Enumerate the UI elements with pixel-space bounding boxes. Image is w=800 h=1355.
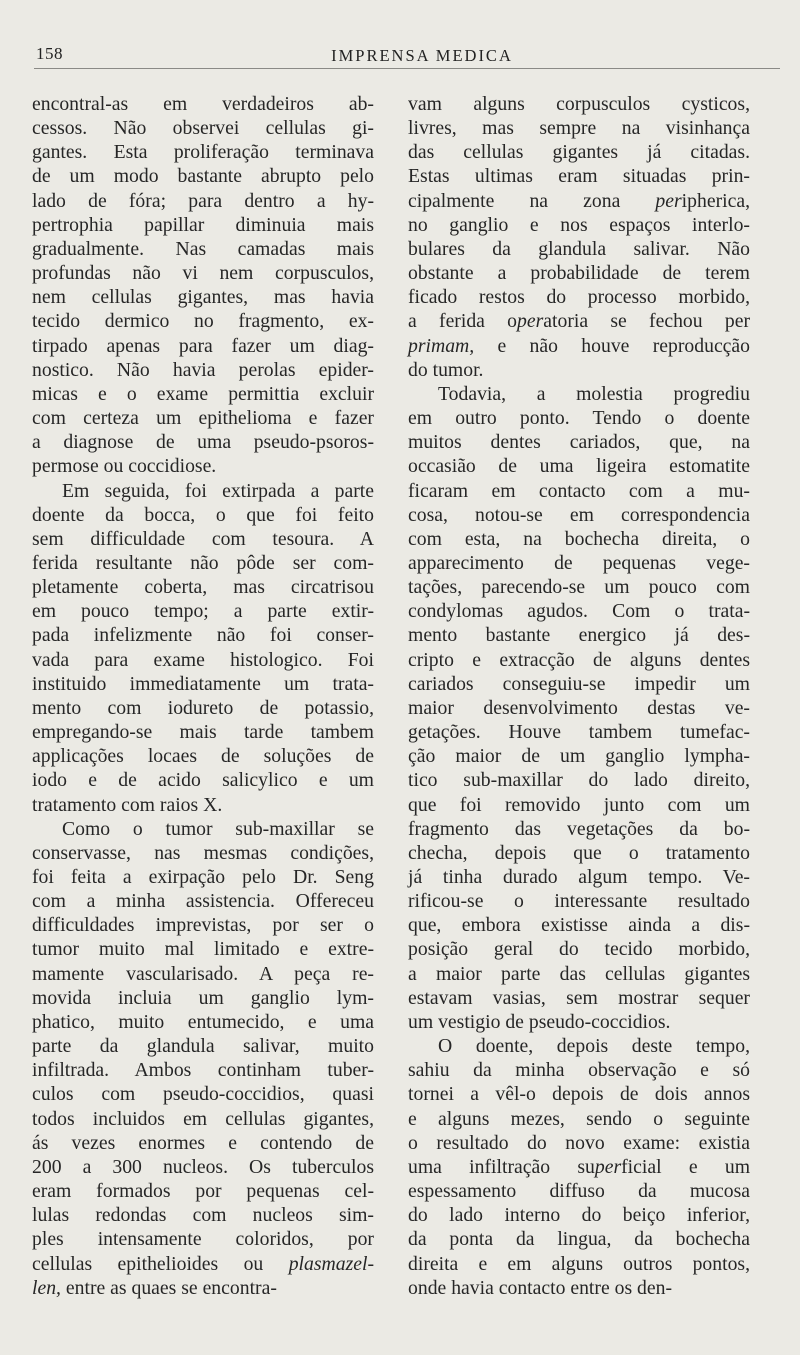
text-line: len, entre as quaes se encontra-	[32, 1276, 277, 1299]
text-line: eram formados por pequenas cel-	[32, 1180, 374, 1203]
running-title: IMPRENSA MEDICA	[331, 46, 513, 65]
text-line: com a minha assistencia. Offereceu	[32, 890, 374, 913]
text-line: gantes. Esta proliferação terminava	[32, 141, 374, 164]
text-line: movida incluia um ganglio lym-	[32, 986, 374, 1009]
text-line: nostico. Não havia perolas epider-	[32, 358, 374, 381]
text-line: vada para exame histologico. Foi	[32, 648, 374, 671]
text-line: infiltrada. Ambos continham tuber-	[32, 1059, 374, 1082]
text-line: culos com pseudo-coccidios, quasi	[32, 1083, 374, 1106]
text-line: maior desenvolvimento destas ve-	[408, 696, 750, 719]
text-line: nem cellulas gigantes, mas havia	[32, 286, 374, 309]
text-line: tumor muito mal limitado e extre-	[32, 938, 374, 961]
text-line: iodo e de acido salicylico e um	[32, 769, 374, 792]
text-line: posição geral do tecido morbido,	[408, 938, 750, 961]
text-line: permose ou coccidiose.	[32, 455, 217, 478]
text-line: tirpado apenas para fazer um diag-	[32, 334, 374, 357]
text-line: pertrophia papillar diminuia mais	[32, 213, 374, 236]
text-line: que foi removido junto com um	[408, 793, 750, 816]
right-column	[408, 92, 750, 1300]
text-line: rificou-se o interessante resultado	[408, 890, 750, 913]
text-line: pada infelizmente não foi conser-	[32, 624, 374, 647]
text-line: em outro ponto. Tendo o doente	[408, 407, 750, 430]
text-line: tico sub-maxillar do lado direito,	[408, 769, 750, 792]
text-line: doente da bocca, o que foi feito	[32, 503, 374, 526]
text-line: a ferida operatoria se fechou per	[408, 310, 751, 333]
text-line: uma infiltração superficial e um	[408, 1155, 751, 1178]
text-line: mento com iodureto de potassio,	[32, 696, 374, 719]
text-line: mento bastante energico já des-	[408, 624, 750, 647]
text-line: Como o tumor sub-maxillar se	[62, 817, 374, 840]
text-line: onde havia contacto entre os den-	[408, 1276, 673, 1299]
left-column	[32, 92, 374, 1300]
text-line: cipalmente na zona peripherica,	[408, 189, 750, 212]
text-line: foi feita a exirpação pelo Dr. Seng	[32, 866, 374, 888]
text-line: getações. Houve tambem tumefac-	[408, 721, 750, 744]
text-line: muitos dentes cariados, que, na	[408, 431, 750, 454]
text-line: tecido dermico no fragmento, ex-	[32, 310, 374, 333]
text-line: estavam vasias, sem mostrar sequer	[408, 986, 750, 1009]
text-line: cosa, notou-se em correspondencia	[408, 503, 750, 526]
text-line: encontral-as em verdadeiros ab-	[32, 93, 374, 115]
text-line: com certeza um epithelioma e fazer	[32, 407, 374, 430]
text-line: conservasse, nas mesmas condições,	[32, 841, 374, 864]
text-line: espessamento diffuso da mucosa	[408, 1180, 750, 1203]
text-line: checha, depois que o tratamento	[408, 841, 750, 864]
text-line: um vestigio de pseudo-coccidios.	[408, 1010, 671, 1033]
text-line: applicações locaes de soluções de	[32, 745, 374, 768]
text-line: lulas redondas com nucleos sim-	[32, 1204, 374, 1227]
text-line: ás vezes enormes e contendo de	[32, 1131, 374, 1154]
text-line: profundas não vi nem corpusculos,	[32, 262, 374, 285]
text-line: todos incluidos em cellulas gigantes,	[32, 1107, 374, 1130]
text-line: condylomas agudos. Com o trata-	[408, 600, 750, 623]
text-line: tações, parecendo-se um pouco com	[408, 576, 750, 599]
text-line: apparecimento de pequenas vege-	[408, 551, 750, 574]
text-line: micas e o exame permittia excluir	[32, 382, 374, 405]
text-line: no ganglio e nos espaços interlo-	[408, 213, 750, 236]
text-line: fragmento das vegetações da bo-	[408, 817, 750, 840]
text-line: o resultado do novo exame: existia	[408, 1131, 750, 1154]
text-line: do lado interno do beiço inferior,	[408, 1204, 750, 1227]
text-line: cariados conseguiu-se impedir um	[408, 672, 750, 695]
text-line: que, embora existisse ainda a dis-	[408, 914, 750, 937]
text-line: ples intensamente coloridos, por	[32, 1228, 374, 1251]
text-line: tratamento com raios X.	[32, 793, 223, 816]
text-line: sem difficuldade com tesoura. A	[32, 527, 374, 550]
text-line: a maior parte das cellulas gigantes	[408, 962, 750, 985]
text-line: pletamente coberta, mas circatrisou	[32, 576, 374, 599]
text-line: primam, e não houve reproducção	[408, 334, 750, 357]
text-line: livres, mas sempre na visinhança	[408, 117, 750, 140]
text-line: Estas ultimas eram situadas prin-	[408, 165, 750, 188]
text-line: do tumor.	[408, 358, 484, 381]
text-line: occasião de uma ligeira estomatite	[408, 455, 750, 478]
text-line: já tinha durado algum tempo. Ve-	[408, 866, 750, 888]
text-line: e alguns mezes, sendo o seguinte	[408, 1107, 750, 1130]
page-header	[34, 44, 780, 69]
text-line: mamente vascularisado. A peça re-	[32, 962, 374, 985]
text-line: das cellulas gigantes já citadas.	[408, 141, 750, 164]
text-line: cellulas epithelioides ou plasmazel-	[32, 1252, 374, 1275]
text-line: cessos. Não observei cellulas gi-	[32, 117, 374, 140]
text-line: com esta, na bochecha direita, o	[408, 527, 750, 550]
text-line: phatico, muito entumecido, e uma	[32, 1010, 374, 1033]
text-line: de um modo bastante abrupto pelo	[32, 165, 374, 188]
text-line: cripto e extracção de alguns dentes	[408, 648, 750, 671]
text-line: difficuldades imprevistas, por ser o	[32, 914, 374, 937]
text-line: direita e em alguns outros pontos,	[408, 1252, 750, 1275]
text-line: empregando-se mais tarde tambem	[32, 721, 374, 744]
text-line: bulares da glandula salivar. Não	[408, 237, 750, 260]
text-line: em pouco tempo; a parte extir-	[32, 600, 374, 623]
page-number: 158	[36, 44, 63, 63]
text-line: parte da glandula salivar, muito	[32, 1035, 374, 1058]
text-line: da ponta da lingua, da bochecha	[408, 1228, 750, 1251]
text-line: a diagnose de uma pseudo-psoros-	[32, 431, 374, 454]
text-line: ção maior de um ganglio lympha-	[408, 745, 750, 768]
text-line: tornei a vêl-o depois de dois annos	[408, 1083, 750, 1106]
text-line: instituido immediatamente um trata-	[32, 672, 374, 695]
text-line: O doente, depois deste tempo,	[438, 1035, 750, 1058]
text-line: sahiu da minha observação e só	[408, 1059, 750, 1082]
text-line: ficado restos do processo morbido,	[408, 286, 750, 309]
text-line: 200 a 300 nucleos. Os tuberculos	[32, 1155, 374, 1178]
text-line: vam alguns corpusculos cysticos,	[408, 93, 750, 115]
text-line: Todavia, a molestia progrediu	[438, 382, 750, 405]
text-line: obstante a probabilidade de terem	[408, 262, 750, 285]
text-line: Em seguida, foi extirpada a parte	[62, 479, 374, 502]
text-line: lado de fóra; para dentro a hy-	[32, 189, 374, 212]
text-line: ficaram em contacto com a mu-	[408, 479, 750, 502]
text-line: gradualmente. Nas camadas mais	[32, 237, 374, 260]
text-line: ferida resultante não pôde ser com-	[32, 551, 374, 574]
